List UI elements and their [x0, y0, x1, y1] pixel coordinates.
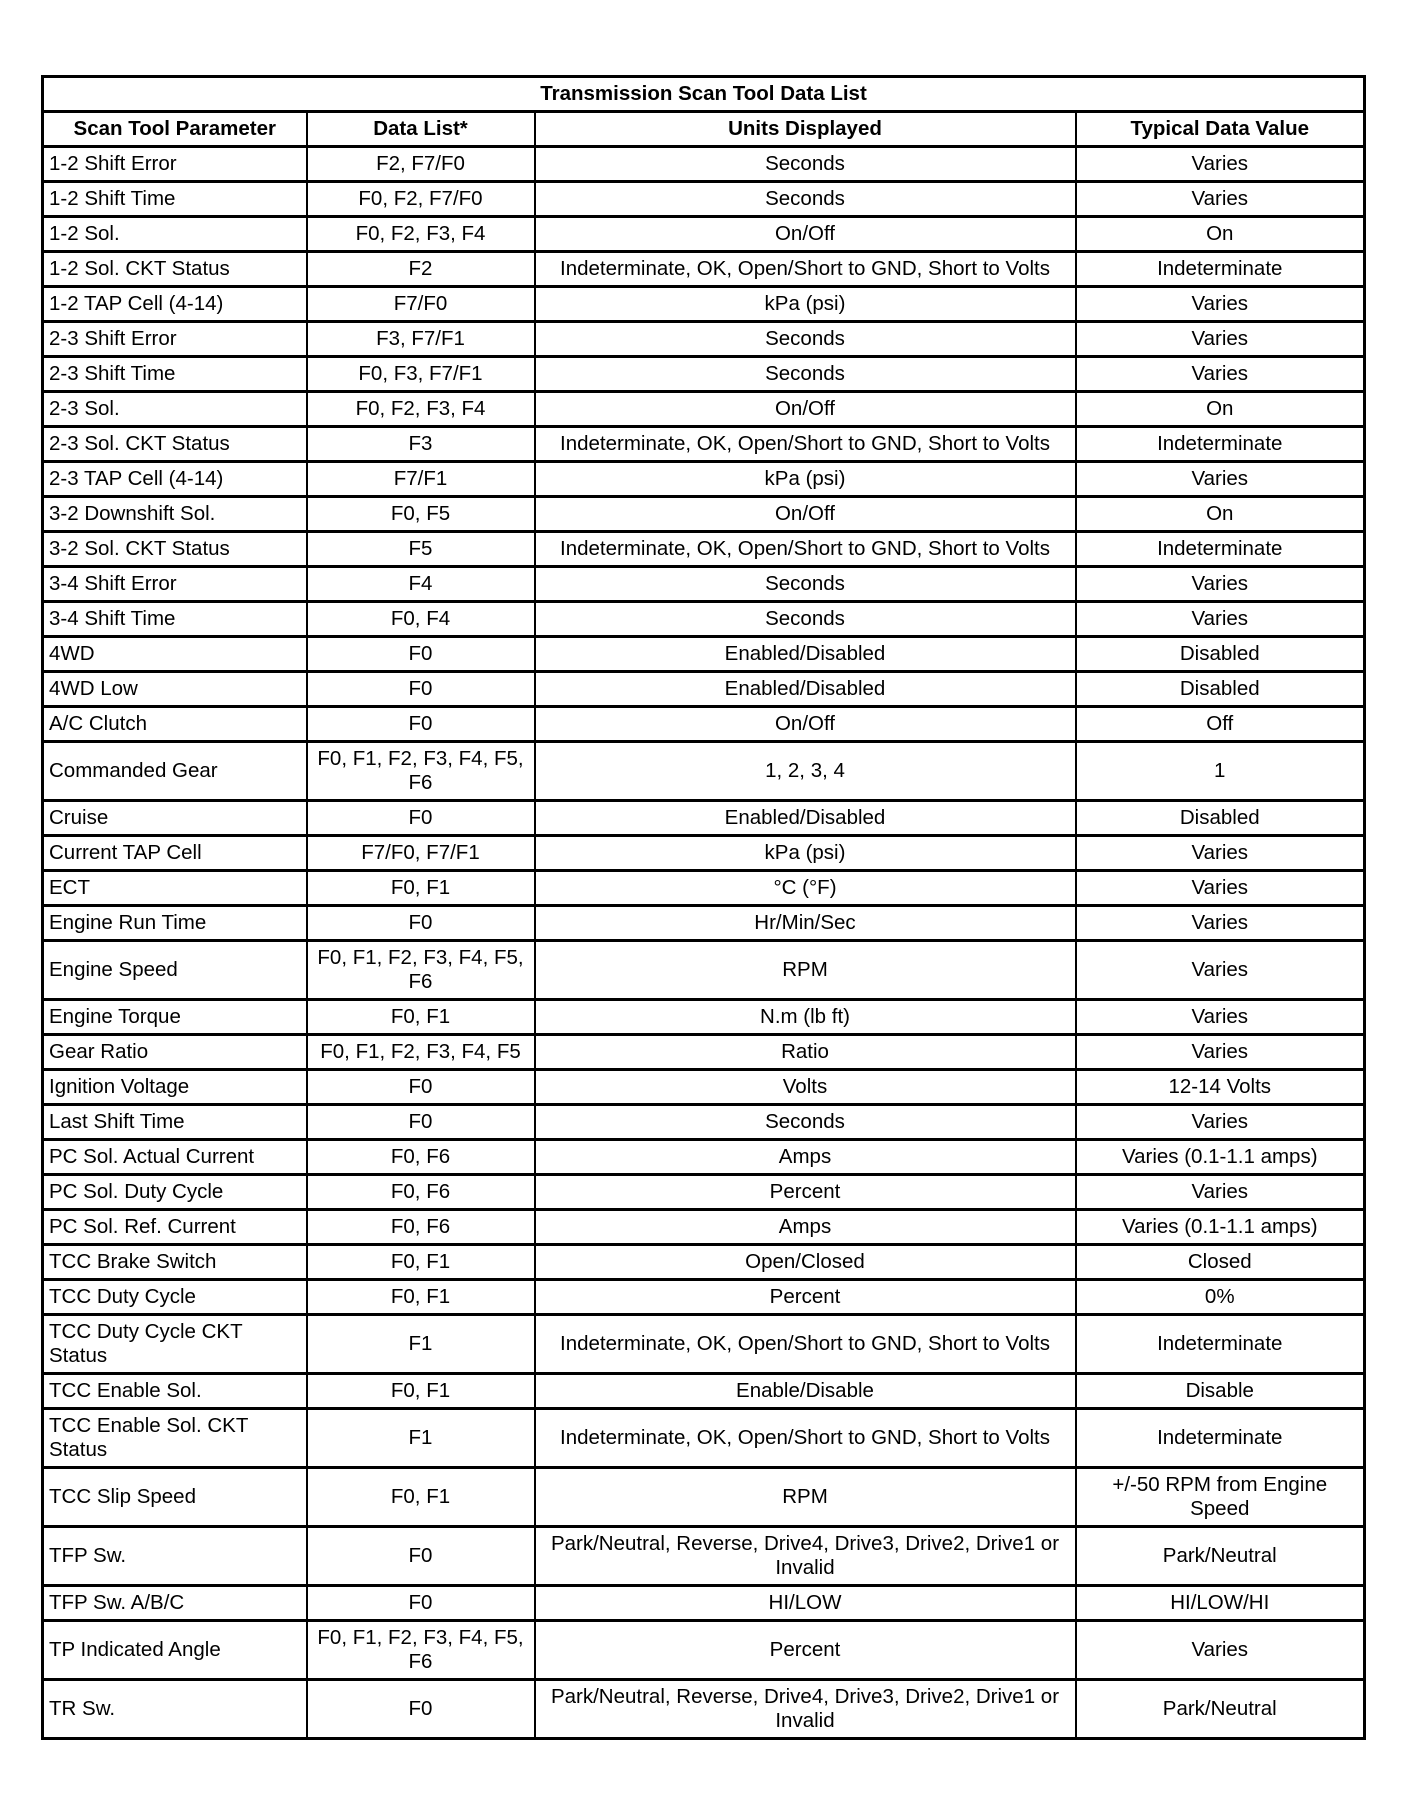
- column-header-data-list: Data List*: [307, 112, 535, 147]
- cell-parameter: 3-4 Shift Time: [43, 602, 307, 637]
- cell-units: kPa (psi): [535, 462, 1076, 497]
- cell-units: On/Off: [535, 707, 1076, 742]
- cell-parameter: 3-2 Downshift Sol.: [43, 497, 307, 532]
- table-row: [43, 1105, 1365, 1140]
- cell-parameter: 1-2 Sol.: [43, 217, 307, 252]
- cell-data-list: F3: [307, 427, 535, 462]
- cell-parameter: Engine Speed: [43, 941, 307, 1000]
- cell-units: Amps: [535, 1210, 1076, 1245]
- cell-units: Indeterminate, OK, Open/Short to GND, Short to Volts: [535, 252, 1076, 287]
- table-row: [43, 1680, 1365, 1739]
- table-row: [43, 742, 1365, 801]
- table-row: [43, 287, 1365, 322]
- cell-data-list: F0, F1, F2, F3, F4, F5, F6: [307, 941, 535, 1000]
- cell-typical-value: Varies: [1076, 322, 1365, 357]
- table-row: [43, 1468, 1365, 1527]
- cell-typical-value: Varies: [1076, 941, 1365, 1000]
- cell-data-list: F0, F1, F2, F3, F4, F5, F6: [307, 1621, 535, 1680]
- cell-typical-value: Park/Neutral: [1076, 1527, 1365, 1586]
- cell-typical-value: Closed: [1076, 1245, 1365, 1280]
- table-row: [43, 1035, 1365, 1070]
- cell-units: Percent: [535, 1175, 1076, 1210]
- cell-typical-value: Indeterminate: [1076, 252, 1365, 287]
- table-row: [43, 322, 1365, 357]
- cell-units: Hr/Min/Sec: [535, 906, 1076, 941]
- table-row: [43, 147, 1365, 182]
- cell-units: Seconds: [535, 567, 1076, 602]
- cell-data-list: F7/F0: [307, 287, 535, 322]
- table-row: [43, 637, 1365, 672]
- table-row: [43, 567, 1365, 602]
- cell-units: On/Off: [535, 392, 1076, 427]
- cell-data-list: F4: [307, 567, 535, 602]
- cell-data-list: F0, F1: [307, 1245, 535, 1280]
- cell-typical-value: 1: [1076, 742, 1365, 801]
- table-body: [43, 147, 1365, 1739]
- cell-typical-value: Indeterminate: [1076, 427, 1365, 462]
- cell-data-list: F0, F1: [307, 871, 535, 906]
- cell-units: Seconds: [535, 357, 1076, 392]
- cell-units: Seconds: [535, 147, 1076, 182]
- table-row: [43, 217, 1365, 252]
- cell-data-list: F1: [307, 1315, 535, 1374]
- table-row: [43, 182, 1365, 217]
- table-row: [43, 1315, 1365, 1374]
- cell-typical-value: Off: [1076, 707, 1365, 742]
- cell-typical-value: Varies: [1076, 602, 1365, 637]
- table-row: [43, 906, 1365, 941]
- cell-typical-value: Varies: [1076, 836, 1365, 871]
- cell-typical-value: Indeterminate: [1076, 532, 1365, 567]
- cell-typical-value: Varies: [1076, 1621, 1365, 1680]
- cell-data-list: F7/F0, F7/F1: [307, 836, 535, 871]
- cell-typical-value: Indeterminate: [1076, 1409, 1365, 1468]
- cell-typical-value: Varies: [1076, 182, 1365, 217]
- table-row: [43, 1070, 1365, 1105]
- cell-units: Indeterminate, OK, Open/Short to GND, Short to Volts: [535, 1315, 1076, 1374]
- cell-parameter: TCC Enable Sol. CKT Status: [43, 1409, 307, 1468]
- table-row: [43, 1280, 1365, 1315]
- table-row: [43, 462, 1365, 497]
- cell-typical-value: Varies: [1076, 567, 1365, 602]
- cell-parameter: TFP Sw. A/B/C: [43, 1586, 307, 1621]
- cell-parameter: Engine Torque: [43, 1000, 307, 1035]
- cell-parameter: 1-2 Sol. CKT Status: [43, 252, 307, 287]
- cell-parameter: 4WD: [43, 637, 307, 672]
- cell-parameter: Engine Run Time: [43, 906, 307, 941]
- table-row: [43, 392, 1365, 427]
- cell-typical-value: On: [1076, 392, 1365, 427]
- cell-parameter: 2-3 TAP Cell (4-14): [43, 462, 307, 497]
- cell-data-list: F0, F1, F2, F3, F4, F5: [307, 1035, 535, 1070]
- cell-units: Enabled/Disabled: [535, 801, 1076, 836]
- cell-parameter: 2-3 Shift Error: [43, 322, 307, 357]
- table-row: [43, 532, 1365, 567]
- table-title-row: [43, 77, 1365, 112]
- cell-units: Enabled/Disabled: [535, 672, 1076, 707]
- table-row: [43, 1210, 1365, 1245]
- cell-data-list: F0: [307, 801, 535, 836]
- cell-data-list: F0, F1, F2, F3, F4, F5, F6: [307, 742, 535, 801]
- cell-data-list: F0: [307, 906, 535, 941]
- cell-data-list: F0, F2, F3, F4: [307, 392, 535, 427]
- cell-parameter: TP Indicated Angle: [43, 1621, 307, 1680]
- cell-units: On/Off: [535, 217, 1076, 252]
- table-row: [43, 357, 1365, 392]
- cell-parameter: 2-3 Shift Time: [43, 357, 307, 392]
- cell-data-list: F0, F2, F7/F0: [307, 182, 535, 217]
- cell-units: Indeterminate, OK, Open/Short to GND, Short to Volts: [535, 532, 1076, 567]
- cell-parameter: TCC Enable Sol.: [43, 1374, 307, 1409]
- cell-typical-value: 12-14 Volts: [1076, 1070, 1365, 1105]
- cell-parameter: Last Shift Time: [43, 1105, 307, 1140]
- cell-parameter: Cruise: [43, 801, 307, 836]
- cell-typical-value: Varies: [1076, 1035, 1365, 1070]
- cell-parameter: 1-2 Shift Time: [43, 182, 307, 217]
- cell-parameter: 2-3 Sol.: [43, 392, 307, 427]
- cell-units: Ratio: [535, 1035, 1076, 1070]
- cell-typical-value: Varies: [1076, 357, 1365, 392]
- cell-data-list: F0, F1: [307, 1374, 535, 1409]
- table-row: [43, 427, 1365, 462]
- table-row: [43, 497, 1365, 532]
- cell-data-list: F0, F2, F3, F4: [307, 217, 535, 252]
- cell-units: Seconds: [535, 322, 1076, 357]
- cell-data-list: F0: [307, 637, 535, 672]
- cell-units: °C (°F): [535, 871, 1076, 906]
- cell-units: Park/Neutral, Reverse, Drive4, Drive3, Drive2, Drive1 or Invalid: [535, 1527, 1076, 1586]
- cell-typical-value: Disable: [1076, 1374, 1365, 1409]
- table-row: [43, 941, 1365, 1000]
- table-row: [43, 672, 1365, 707]
- cell-data-list: F2: [307, 252, 535, 287]
- cell-data-list: F0, F5: [307, 497, 535, 532]
- cell-data-list: F0, F4: [307, 602, 535, 637]
- cell-parameter: 2-3 Sol. CKT Status: [43, 427, 307, 462]
- cell-units: Enabled/Disabled: [535, 637, 1076, 672]
- table-row: [43, 707, 1365, 742]
- cell-typical-value: Varies: [1076, 1175, 1365, 1210]
- cell-data-list: F1: [307, 1409, 535, 1468]
- cell-data-list: F0: [307, 1586, 535, 1621]
- cell-units: 1, 2, 3, 4: [535, 742, 1076, 801]
- cell-data-list: F0: [307, 1070, 535, 1105]
- cell-typical-value: +/-50 RPM from Engine Speed: [1076, 1468, 1365, 1527]
- cell-data-list: F0, F3, F7/F1: [307, 357, 535, 392]
- column-header-parameter: Scan Tool Parameter: [43, 112, 307, 147]
- cell-parameter: TCC Duty Cycle: [43, 1280, 307, 1315]
- table-row: [43, 1140, 1365, 1175]
- table-row: [43, 1621, 1365, 1680]
- scan-tool-data-table: [41, 75, 1366, 1740]
- cell-typical-value: HI/LOW/HI: [1076, 1586, 1365, 1621]
- cell-units: RPM: [535, 941, 1076, 1000]
- table-row: [43, 1409, 1365, 1468]
- table-row: [43, 1374, 1365, 1409]
- cell-data-list: F0, F6: [307, 1140, 535, 1175]
- table-header-row: [43, 112, 1365, 147]
- cell-data-list: F5: [307, 532, 535, 567]
- column-header-units: Units Displayed: [535, 112, 1076, 147]
- cell-units: Indeterminate, OK, Open/Short to GND, Short to Volts: [535, 427, 1076, 462]
- cell-typical-value: Varies: [1076, 1105, 1365, 1140]
- cell-parameter: PC Sol. Duty Cycle: [43, 1175, 307, 1210]
- cell-units: RPM: [535, 1468, 1076, 1527]
- table-title: Transmission Scan Tool Data List: [43, 77, 1365, 112]
- table-row: [43, 1000, 1365, 1035]
- cell-data-list: F0: [307, 1680, 535, 1739]
- cell-parameter: TR Sw.: [43, 1680, 307, 1739]
- cell-typical-value: Disabled: [1076, 637, 1365, 672]
- cell-parameter: ECT: [43, 871, 307, 906]
- cell-parameter: A/C Clutch: [43, 707, 307, 742]
- cell-units: Enable/Disable: [535, 1374, 1076, 1409]
- cell-parameter: Ignition Voltage: [43, 1070, 307, 1105]
- table-row: [43, 1245, 1365, 1280]
- cell-typical-value: Varies: [1076, 147, 1365, 182]
- cell-data-list: F0: [307, 707, 535, 742]
- cell-units: Percent: [535, 1280, 1076, 1315]
- cell-typical-value: Disabled: [1076, 801, 1365, 836]
- cell-units: N.m (lb ft): [535, 1000, 1076, 1035]
- cell-units: kPa (psi): [535, 836, 1076, 871]
- cell-data-list: F7/F1: [307, 462, 535, 497]
- cell-parameter: TCC Slip Speed: [43, 1468, 307, 1527]
- cell-units: Volts: [535, 1070, 1076, 1105]
- cell-data-list: F0: [307, 1527, 535, 1586]
- cell-typical-value: On: [1076, 497, 1365, 532]
- cell-data-list: F2, F7/F0: [307, 147, 535, 182]
- cell-typical-value: Varies (0.1-1.1 amps): [1076, 1140, 1365, 1175]
- table-row: [43, 1527, 1365, 1586]
- cell-typical-value: Varies: [1076, 1000, 1365, 1035]
- cell-typical-value: On: [1076, 217, 1365, 252]
- cell-parameter: 4WD Low: [43, 672, 307, 707]
- cell-parameter: Commanded Gear: [43, 742, 307, 801]
- column-header-typical-value: Typical Data Value: [1076, 112, 1365, 147]
- cell-data-list: F0, F6: [307, 1175, 535, 1210]
- cell-units: Seconds: [535, 182, 1076, 217]
- cell-parameter: Gear Ratio: [43, 1035, 307, 1070]
- table-row: [43, 1586, 1365, 1621]
- cell-units: On/Off: [535, 497, 1076, 532]
- cell-parameter: 1-2 TAP Cell (4-14): [43, 287, 307, 322]
- cell-typical-value: Park/Neutral: [1076, 1680, 1365, 1739]
- table-row: [43, 801, 1365, 836]
- cell-typical-value: Varies (0.1-1.1 amps): [1076, 1210, 1365, 1245]
- cell-parameter: 1-2 Shift Error: [43, 147, 307, 182]
- cell-parameter: PC Sol. Actual Current: [43, 1140, 307, 1175]
- cell-units: Indeterminate, OK, Open/Short to GND, Short to Volts: [535, 1409, 1076, 1468]
- table-row: [43, 836, 1365, 871]
- cell-parameter: 3-2 Sol. CKT Status: [43, 532, 307, 567]
- cell-typical-value: Varies: [1076, 287, 1365, 322]
- cell-parameter: TFP Sw.: [43, 1527, 307, 1586]
- cell-typical-value: Disabled: [1076, 672, 1365, 707]
- table-row: [43, 602, 1365, 637]
- cell-parameter: TCC Brake Switch: [43, 1245, 307, 1280]
- cell-units: Open/Closed: [535, 1245, 1076, 1280]
- cell-typical-value: Varies: [1076, 871, 1365, 906]
- cell-typical-value: 0%: [1076, 1280, 1365, 1315]
- cell-parameter: Current TAP Cell: [43, 836, 307, 871]
- cell-typical-value: Indeterminate: [1076, 1315, 1365, 1374]
- cell-typical-value: Varies: [1076, 462, 1365, 497]
- cell-parameter: 3-4 Shift Error: [43, 567, 307, 602]
- cell-units: Seconds: [535, 602, 1076, 637]
- cell-units: Percent: [535, 1621, 1076, 1680]
- cell-data-list: F3, F7/F1: [307, 322, 535, 357]
- cell-data-list: F0, F1: [307, 1000, 535, 1035]
- cell-data-list: F0, F1: [307, 1280, 535, 1315]
- cell-units: Park/Neutral, Reverse, Drive4, Drive3, Drive2, Drive1 or Invalid: [535, 1680, 1076, 1739]
- cell-units: Amps: [535, 1140, 1076, 1175]
- cell-data-list: F0: [307, 1105, 535, 1140]
- table-row: [43, 871, 1365, 906]
- cell-parameter: PC Sol. Ref. Current: [43, 1210, 307, 1245]
- table-row: [43, 252, 1365, 287]
- cell-units: HI/LOW: [535, 1586, 1076, 1621]
- cell-data-list: F0: [307, 672, 535, 707]
- cell-units: Seconds: [535, 1105, 1076, 1140]
- cell-parameter: TCC Duty Cycle CKT Status: [43, 1315, 307, 1374]
- cell-data-list: F0, F6: [307, 1210, 535, 1245]
- table-row: [43, 1175, 1365, 1210]
- cell-units: kPa (psi): [535, 287, 1076, 322]
- cell-data-list: F0, F1: [307, 1468, 535, 1527]
- cell-typical-value: Varies: [1076, 906, 1365, 941]
